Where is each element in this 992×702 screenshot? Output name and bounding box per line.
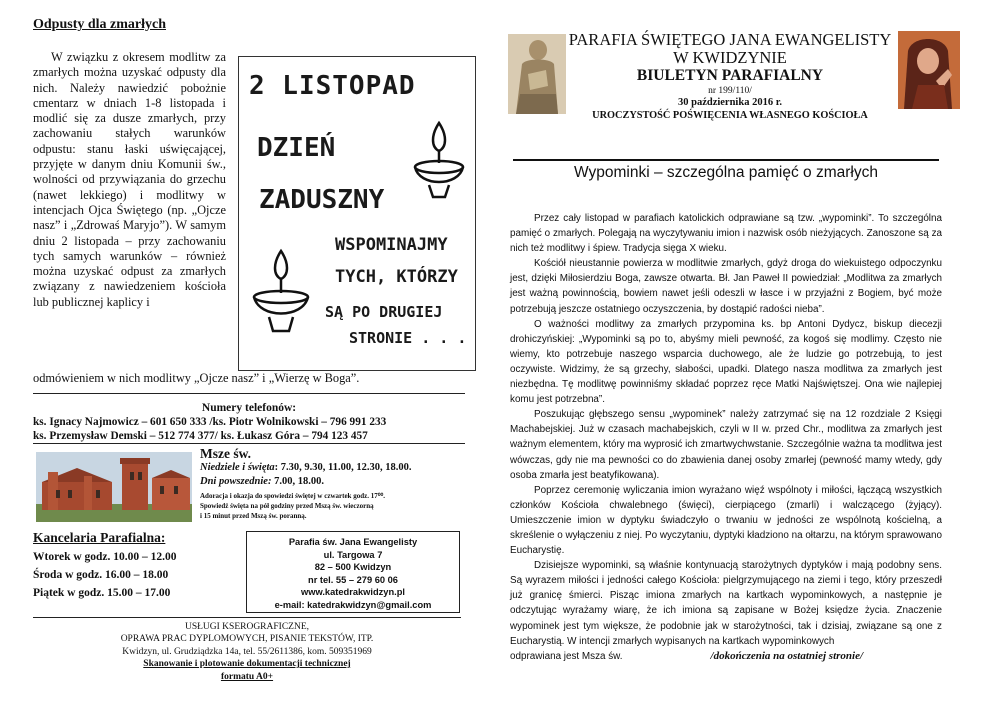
adoration-info bbox=[200, 491, 385, 521]
odpusty-title: Odpusty dla zmarłych bbox=[33, 17, 167, 32]
copy-service-ad bbox=[33, 621, 461, 683]
divider bbox=[33, 443, 465, 444]
zaduszki-poster bbox=[238, 56, 476, 371]
candle-lamp-icon bbox=[247, 243, 317, 343]
bulletin-header bbox=[560, 31, 900, 122]
parish-email[interactable]: e-mail: katedrakwidzyn@gmail.com bbox=[274, 599, 432, 610]
adoration-line: Spowiedź święta na pół godziny przed Mszą św. wieczorną bbox=[200, 502, 374, 510]
phones-line: ks. Przemysław Demski – 512 774 377/ ks. Łukasz Góra – 794 123 457 bbox=[33, 430, 368, 442]
weekdays-times: 7.00, 18.00. bbox=[271, 476, 324, 487]
occasion: UROCZYSTOŚĆ POŚWIĘCENIA WŁASNEGO KOŚCIOŁA bbox=[592, 110, 868, 121]
praying-woman-image bbox=[898, 31, 960, 109]
ad-line: USŁUGI KSEROGRAFICZNE, bbox=[184, 622, 310, 632]
candle-lamp-icon bbox=[409, 117, 473, 207]
poster-day: DZIEŃ bbox=[257, 133, 336, 163]
weekday-masses bbox=[200, 476, 324, 487]
odpusty-last-line: odmówieniem w nich modlitwy „Ojcze nasz” i „Wierzę w Boga”. bbox=[33, 371, 360, 385]
parish-city: 82 – 500 Kwidzyn bbox=[314, 562, 392, 573]
parish-street: ul. Targowa 7 bbox=[323, 549, 383, 560]
office-title: Kancelaria Parafialna: bbox=[33, 530, 166, 545]
divider bbox=[513, 159, 939, 161]
cathedral-castle-image bbox=[36, 452, 192, 522]
sundays-times: : 7.30, 9.30, 11.00, 12.30, 18.00. bbox=[274, 462, 412, 473]
divider bbox=[33, 393, 465, 394]
parish-phone: nr tel. 55 – 279 60 06 bbox=[308, 574, 398, 585]
article-paragraph: Dzisiejsze wypominki, są właśnie kontynuacją starożytnych dyptyków i mają podobny sens. Są wyrazem miłości i jedności całego Kościoła: pielgrzymującego na ziemi i tego, który przeszedł już granicę śmierci. Pisząc imiona zmarłych na kartkach wypominkowych, a następnie je odczytując wyrażamy wiarę, że ich imiona są zapisane w Bożej księdze życia. Znaczenie wypominek jest tym większe, że podobnie jak w starożytności, tak i dzisiaj, związane są one z Eucharystią. W intencji zmarłych wypisanych na kartkach wypominkowych bbox=[510, 560, 942, 647]
office-hours-line: Wtorek w godz. 10.00 – 12.00 bbox=[33, 551, 177, 563]
poster-line4: WSPOMINAJMY bbox=[335, 235, 448, 255]
article-paragraph: O ważności modlitwy za zmarłych przypomina ks. bp Antoni Dydycz, biskup diecezji drohiczyńskiej: „Wypominki są po to, abyśmy mieli pewność, za kogoś się modlimy. Często nie wiemy, kto potrzebuje naszego wsparcia duchowego, ale że ludzie go potrzebują, to jest oczywiste. Widzimy, że są grzechy, słabości, upadki. Dlatego nasza modlitwa za zmarłych jest niezbędna. Tę modlitwę powinniśmy składać poprzez ręce Matki Najświętszej. Ona wie najlepiej komu jest potrzebna”. bbox=[510, 318, 942, 406]
issue-number: nr 199/110/ bbox=[708, 86, 752, 96]
adoration-line: i 15 minut przed Mszą św. poranną. bbox=[200, 512, 307, 520]
odpusty-text: W związku z okresem modlitw za zmarłych można uzyskać odpusty dla nich. Należy nawiedzić pobożnie cmentarz w dniach 1-8 listopada i modlić się za dusze zmarłych, przy zachowaniu stałych warunków odpustu: stanu łaski uświęcającej, przyjęte w danym dniu Komunii św., wolności od przywiązania do grzechu (nawet lekkiego) i modlitwy w intencjach Ojca Świętego (np. „Ojcze nasz” i „Zdrowaś Maryjo”). W samym dniu 2 listopada – przy zachowaniu tych samych warunków – również można uzyskać odpust za zmarłych związany z nawiedzeniem kościoła lub publicznej kaplicy i bbox=[33, 50, 226, 309]
sundays-label: Niedziele i święta bbox=[200, 462, 275, 473]
article-paragraph: Poprzez ceremonię wyliczania imion wyrażano więź wspólnoty i miłości, łączącą wszystkich członków Kościoła chwalebnego (święci), cierpiącego (zmarli) i walczącego (żyjący). Umieszczenie imion w dyptyku świadczyło o trwaniu w jedności ze wspólnotą kościelną, a skreślenie o wyłączeniu z niej. Po wyczytaniu, dyptyki kładziono na ołtarzu, na którym sprawowano Eucharystię. bbox=[510, 484, 942, 557]
office-hours-line: Piątek w godz. 15.00 – 17.00 bbox=[33, 587, 171, 599]
bulletin-name: BIULETYN PARAFIALNY bbox=[636, 67, 824, 84]
office-hours bbox=[33, 548, 177, 602]
adoration-line: Adoracja i okazja do spowiedzi świętej w czwartek godz. 17⁰⁰. bbox=[200, 492, 386, 500]
article-last-line bbox=[510, 649, 942, 664]
issue-date: 30 października 2016 r. bbox=[677, 97, 783, 108]
article-last-text: odprawiana jest Msza św. bbox=[510, 650, 623, 662]
poster-line6: SĄ PO DRUGIEJ bbox=[325, 303, 443, 321]
article-paragraph: Przez cały listopad w parafiach katolickich odprawiane są tzw. „wypominki”. To szczególna pamięć o zmarłych. Polegają na wyczytywaniu imion i nazwisk osób nieżyjących. Zanoszone są za nich też modlitwy i śpiew. Tradycja sięga X wieku. bbox=[510, 213, 942, 255]
divider bbox=[33, 617, 461, 618]
parish-name: Parafia św. Jana Ewangelisty bbox=[288, 537, 418, 547]
weekdays-label: Dni powszednie: bbox=[200, 476, 272, 487]
article-body bbox=[510, 211, 942, 664]
article-paragraph: Kościół nieustannie powierza w modlitwie zmarłych, gdyż droga do wiekuistego odpoczynku jest, dzięki Miłosierdziu Boga, zawsze otwarta. Bł. Jan Paweł II powiedział: „Modlitwa za zmarłych jest ważną powinnością, bowiem nawet jeśli odeszli w łasce i w przyjaźni z Bogiem, być może potrzebują jeszcze ostatniego oczyszczenia, by dostąpić radości nieba”. bbox=[510, 258, 942, 315]
parish-city-title: W KWIDZYNIE bbox=[673, 48, 787, 67]
parish-address-box bbox=[246, 531, 460, 613]
ad-line: Skanowanie i plotowanie dokumentacji technicznej bbox=[143, 659, 351, 670]
parish-website[interactable]: www.katedrakwidzyn.pl bbox=[300, 587, 405, 598]
phones-title: Numery telefonów: bbox=[201, 402, 297, 414]
masses-title: Msze św. bbox=[200, 446, 251, 461]
article-paragraph: Poszukując głębszego sensu „wypominek” należy zatrzymać się na 12 rozdziale 2 Księgi Machabejskiej. Już w czasach machabejskich, czyli w II w. przed Chr., modlitwa za zmarłych jest ważnym elementem, który ma wyprosić ich zmartwychwstanie. Szczególnie ważna ta modlitwa jest wówczas, gdy nie ma pewności co do zbawienia danej osoby zmarłej (pewność mamy wtedy, gdy osoba zmarła jest beatyfikowana). bbox=[510, 409, 942, 481]
ad-line: Kwidzyn, ul. Grudziądzka 14a, tel. 55/2611386, kom. 509351969 bbox=[122, 646, 372, 657]
phones-line: ks. Ignacy Najmowicz – 601 650 333 /ks. Piotr Wolnikowski – 796 991 233 bbox=[33, 416, 387, 428]
poster-date: 2 LISTOPAD bbox=[249, 71, 416, 101]
sunday-masses bbox=[200, 462, 411, 473]
poster-zaduszny: ZADUSZNY bbox=[259, 185, 385, 215]
ad-line: formatu A0+ bbox=[220, 671, 274, 682]
continued-note: /dokończenia na ostatniej stronie/ bbox=[710, 649, 864, 662]
saint-john-statue-image bbox=[508, 34, 566, 114]
ad-line: OPRAWA PRAC DYPLOMOWYCH, PISANIE TEKSTÓW, ITP. bbox=[120, 634, 374, 645]
poster-line5: TYCH, KTÓRZY bbox=[335, 267, 458, 287]
article-title: Wypominki – szczególna pamięć o zmarłych bbox=[574, 164, 878, 181]
office-hours-line: Środa w godz. 16.00 – 18.00 bbox=[33, 569, 169, 581]
parish-title: PARAFIA ŚWIĘTEGO JANA EWANGELISTY bbox=[568, 30, 892, 49]
poster-line7: STRONIE . . . bbox=[349, 329, 467, 347]
